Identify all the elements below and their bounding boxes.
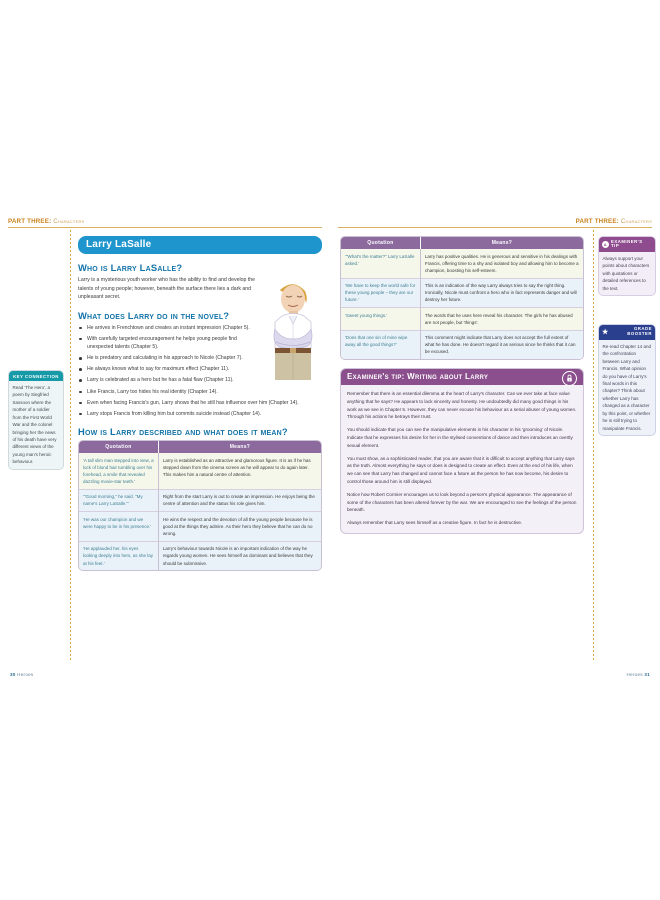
- list-item: Larry stops Francis from killing him but commits suicide instead (Chapter 14).: [78, 410, 322, 418]
- key-connection-header: KEY CONNECTION: [9, 371, 63, 381]
- tip-paragraph: Remember that there is an essential dilemma at the heart of Larry's character. Can we ever take at face value anything that he says? He appears to lack sincerity and honesty. He undoubtedly did many good things in his work as we see in Chapter 5. However, they can never excuse his behaviour as a serial abuser of young women. Through his actions he betrays their trust.: [347, 391, 577, 420]
- grade-booster-text: Re-read Chapter 14 and the confrontation between Larry and Francis. What opinion do you have of Larry's final words in this chapter? Think about whether Larry has changed as a character by this point, or whether he is still trying to manipulate Francis.: [602, 343, 652, 431]
- examiners-tip-text: Always support your points about characters with quotations or detailed references to the text.: [602, 255, 650, 291]
- grade-booster-box: [598, 324, 656, 436]
- list-item: He always knows what to say for maximum effect (Chapter 11).: [78, 365, 322, 373]
- cell-means: Larry is established as an attractive and glamorous figure. It is as if he has stepped down from the cinema screen as he will appear to do again later. This makes him a natural centre of attention.: [159, 453, 321, 489]
- examiners-tip-header-line2: TIP: [611, 243, 620, 249]
- tip-paragraph: Notice how Robert Cormier encourages us to look beyond a person's physical appearance. The appearance of some of the characters has been altered forever by the war. We are encouraged to see the feelings of the person beneath.: [347, 491, 577, 513]
- cell-means: He wins the respect and the devotion of all the young people because he is good at the things they admire. As their hero they believe that he can do no wrong.: [159, 511, 321, 541]
- cell-means: Larry has positive qualities. He is generous and sensitive in his dealings with Francis, offering time to a shy and isolated boy and allowing him to become a champion, boosting his self-esteem.: [421, 249, 583, 278]
- running-head-right: [338, 218, 652, 228]
- star-icon: ★: [602, 328, 609, 336]
- cell-means: This is an indication of the way Larry always tries to say the right thing. Ironically, Nicole must confront a hero who in fact represents danger and will destroy her future.: [421, 278, 583, 308]
- table-row: [341, 307, 583, 329]
- quotation-table-right: [340, 236, 584, 360]
- heading-who-is-larry: Who is Larry LaSalle?: [78, 262, 183, 273]
- running-head-section: Characters: [53, 218, 85, 225]
- table-row: [79, 453, 321, 489]
- chapter-banner: Larry LaSalle: [78, 236, 322, 254]
- table-row: [79, 511, 321, 541]
- right-main-column: [340, 236, 584, 534]
- running-head-section: Characters: [620, 218, 652, 225]
- table-row: [79, 541, 321, 571]
- column-rule-right: [593, 230, 594, 662]
- folio-right: [627, 672, 650, 677]
- examiners-tip-panel: [340, 368, 584, 534]
- intro-paragraph: Larry is a mysterious youth worker who has the ability to find and develop the talents of young people; however, beneath the surface there lies a dark and unpleasant secret.: [78, 277, 256, 301]
- column-header-means: Means?: [421, 237, 583, 249]
- examiners-tip-header-line1: EXAMINER'S: [611, 238, 643, 244]
- cell-means: The words that he uses here reveal his character. The girls he has abused are not people, but 'things'.: [421, 307, 583, 329]
- heading-how-is-larry-described: How is Larry described and what does it mean?: [78, 426, 288, 437]
- grade-booster-header-line1: GRADE: [633, 326, 652, 332]
- list-item: With carefully targeted encouragement he helps young people find unexpected talents (Chapter 5).: [78, 335, 263, 351]
- left-main-column: [78, 236, 322, 571]
- column-header-means: Means?: [159, 441, 321, 453]
- table-row: [79, 489, 321, 511]
- running-head-part: PART THREE:: [8, 218, 52, 225]
- cell-quotation: 'We have to keep the world safe for these young people – they are our future.': [341, 278, 421, 308]
- book-title: Heroes: [17, 672, 34, 677]
- column-rule-left: [70, 230, 71, 662]
- cell-quotation: 'Does that one sin of mine wipe away all the good things?': [341, 330, 421, 360]
- tip-paragraph: You must show, as a sophisticated reader, that you are aware that it is difficult to accept anything that Larry says as the truth. Almost everything he says or does is designed to create an effect. Even at the end of his life, when we can see that Larry has changed and cannot face a future as the person he has now become, his desire to control those around him is still displayed.: [347, 455, 575, 485]
- padlock-icon: [562, 371, 577, 386]
- table-row: [341, 330, 583, 360]
- grade-booster-header: [599, 325, 655, 340]
- right-sidebar: [598, 236, 656, 436]
- examiners-tip-box: [598, 236, 656, 296]
- running-head-left: [8, 218, 322, 228]
- cell-means: Right from the start Larry is out to create an impression. He enjoys being the centre of attention and the status his role gives him.: [159, 489, 321, 511]
- page-number: 30: [10, 672, 16, 677]
- table-header-row: [341, 237, 583, 249]
- column-header-quotation: Quotation: [79, 441, 159, 453]
- cell-means: Larry's behaviour towards Nicole is an important indication of the way he regards young women. He sees himself as dominant and believes that they should be submissive.: [159, 541, 321, 571]
- left-sidebar: [8, 370, 64, 470]
- table-header-row: [79, 441, 321, 453]
- list-item: Larry is celebrated as a hero but he has a fatal flaw (Chapter 11).: [78, 376, 322, 384]
- table-row: [341, 278, 583, 308]
- right-page: [330, 210, 660, 680]
- tip-paragraph: You should indicate that you can see the manipulative elements in his character in his 'grooming' of Nicole. Indicate that he expresses his desire for her in the stylised conventions of dance and then introduces an overtly sexual element.: [347, 427, 573, 448]
- folio-left: [10, 672, 33, 677]
- cell-quotation: 'He applauded her, his eyes looking deeply into hers, as she lay at his feet.': [79, 541, 159, 571]
- cell-quotation: '"What's the matter?" Larry LaSalle asked.': [341, 249, 421, 278]
- grade-booster-header-line2: BOOSTER: [627, 331, 652, 337]
- examiners-tip-panel-title: Examiner's tip: Writing about Larry: [341, 369, 583, 385]
- examiners-tip-panel-body: [341, 385, 583, 533]
- cell-means: This comment might indicate that Larry does not accept the full extent of what he has done. He doesn't regard it as serious since he thinks that it can be excused.: [421, 330, 583, 360]
- book-title: Heroes: [626, 672, 643, 677]
- table-row: [341, 249, 583, 278]
- examiner-badge-icon: A: [603, 241, 608, 247]
- svg-text:1: 1: [568, 378, 571, 383]
- examiners-tip-header: [599, 237, 655, 252]
- left-page: [0, 210, 330, 680]
- cell-quotation: 'He was our champion and we were happy to be in his presence.': [79, 511, 159, 541]
- cell-quotation: 'A tall slim man stepped into view, a lock of blond hair tumbling over his forehead, a smile that revealed dazzling movie-star teeth.': [79, 453, 159, 489]
- page-number: 31: [644, 672, 650, 677]
- running-head-part: PART THREE:: [575, 218, 619, 225]
- column-header-quotation: Quotation: [341, 237, 421, 249]
- cell-quotation: '"Good morning," he said. "My name's Larry LaSalle."': [79, 489, 159, 511]
- cell-quotation: 'Sweet young things.': [341, 307, 421, 329]
- tip-paragraph: Always remember that Larry sees himself as a creative figure. In fact he is destructive.: [347, 520, 523, 526]
- list-item: Like Francis, Larry too hides his real identity (Chapter 14).: [78, 388, 322, 396]
- key-connection-text: Read 'The Hero', a poem by Siegfried Sassoon where the mother of a soldier from the First World War and the colonel bringing her the news of his death have very different views of the young man's heroic behaviour.: [12, 385, 57, 465]
- book-spread: [0, 210, 660, 680]
- heading-what-does-larry-do: What does Larry do in the novel?: [78, 309, 230, 321]
- key-connection-box: [8, 370, 64, 470]
- quotation-table-left: [78, 440, 322, 571]
- list-item: He is predatory and calculating in his approach to Nicole (Chapter 7).: [78, 354, 263, 362]
- list-item: Even when facing Francis's gun, Larry shows that he still has influence over him (Chapter 14).: [78, 399, 322, 407]
- list-item: He arrives in Frenchtown and creates an instant impression (Chapter 5).: [78, 324, 263, 332]
